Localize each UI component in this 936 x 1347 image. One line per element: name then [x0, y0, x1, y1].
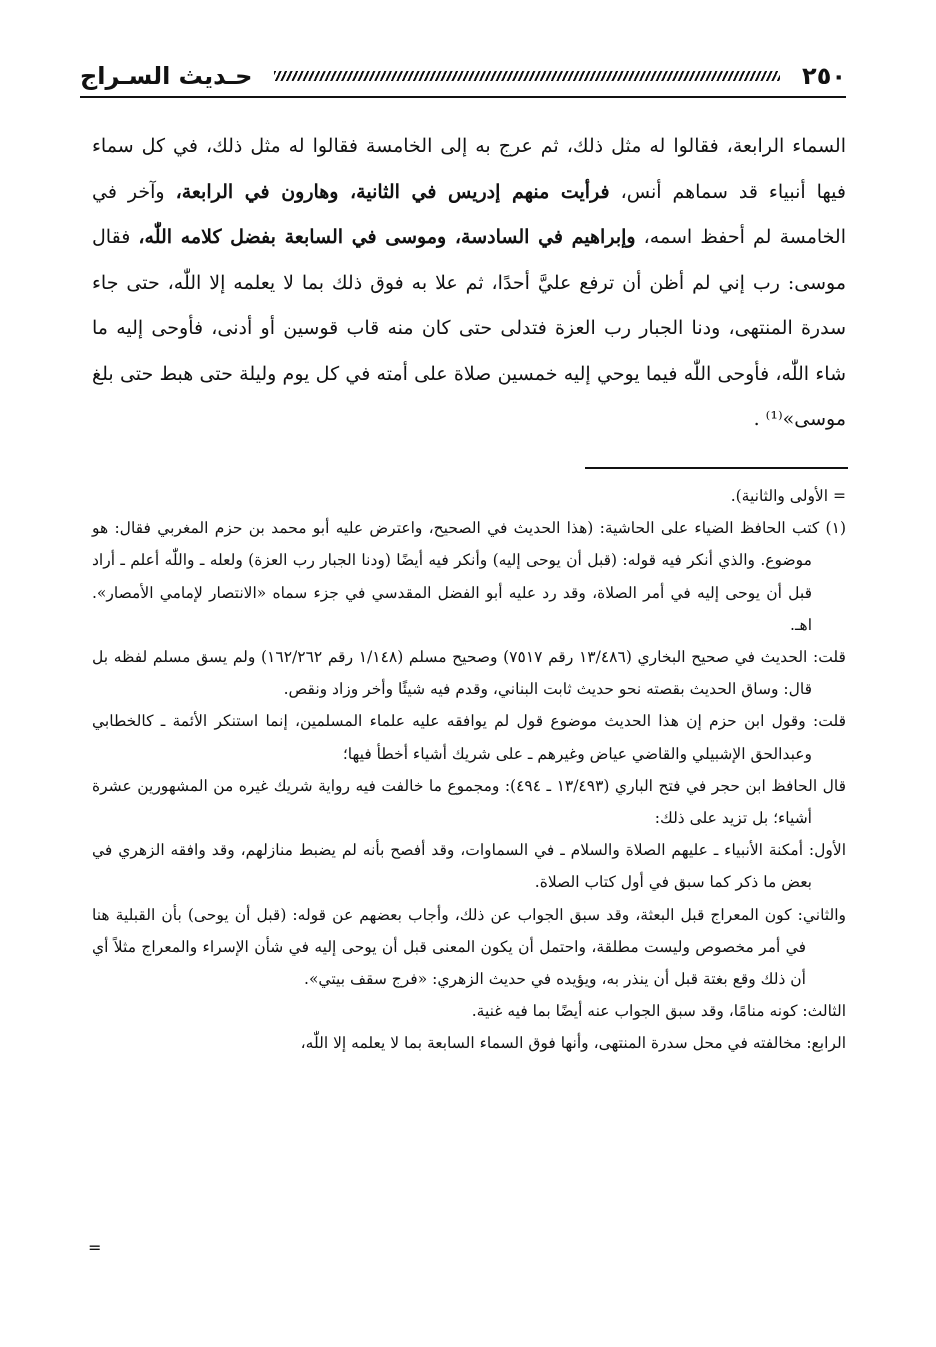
footnote-second: والثاني: كون المعراج قبل البعثة، وقد سبق الجواب عن ذلك، وأجاب بعضهم عن قوله: (قبل أن يوحى) بأن القبلية هنا في أمر مخصوص وليست مطلقة، واحتمل أن يكون المعنى قبل أن يوحى إليه في شأن الإسراء والمعراج مثلاً أي أن ذلك وقع بغتة قبل أن ينذر به، ويؤيده في حديث الزهري: «فرج سقف بيتي».: [92, 905, 846, 989]
footnote-third: الثالث: كونه منامًا، وقد سبق الجواب عنه أيضًا بما فيه غنية.: [471, 1002, 846, 1021]
footnote-qult-1: قلت: الحديث في صحيح البخاري (١٣/٤٨٦ رقم ٧٥١٧) وصحيح مسلم (١/١٤٨ رقم ١٦٢/٢٦٢) ولم يسق مسلم لفظه بل قال: وساق الحديث بقصته نحو حديث ثابت البناني، وقدم فيه شيئًا وأخر وزاد ونقص.: [92, 648, 846, 699]
page-number: ٢٥٠: [802, 62, 846, 90]
footnote-1: (١) كتب الحافظ الضياء على الحاشية: (هذا الحديث في الصحيح، واعترض عليه أبو محمد بن حزم المغربي فقال: هو موضوع. والذي أنكر فيه قوله: (قبل أن يوحى إليه) وأنكر فيه أيضًا (ودنا الجبار رب العزة) ولعله ـ واللّٰه أعلم ـ أراد قبل أن يوحى إليه في أمر الصلاة، وقد رد عليه أبو الفضل المقدسي في جزء سماه «الانتصار لإمامي الأمصار». اهـ.: [92, 519, 846, 634]
footnote-separator: [585, 467, 848, 469]
main-text-segment: السماء الرابعة، فقالوا له مثل ذلك، ثم عرج به إلى الخامسة فقالوا له مثل ذلك، في كل سماء فيها أنبياء قد سماهم أنس،: [92, 135, 846, 203]
footnotes: [92, 480, 846, 1060]
header-underline: [80, 96, 846, 98]
footnote-ibn-hajar: قال الحافظ ابن حجر في فتح الباري (١٣/٤٩٣ ـ ٤٩٤): ومجموع ما خالفت فيه رواية شريك غيره من المشهورين عشرة أشياء؛ بل تزيد على ذلك:: [92, 776, 846, 828]
main-text-segment: وآخر في الخامسة لم أحفظ اسمه،: [92, 180, 847, 248]
continuation-mark: =: [88, 1238, 102, 1257]
main-text: [92, 124, 846, 443]
main-text-bold-segment: وإبراهيم في السادسة، وموسى في السابعة بفضل كلامه اللّٰه،: [138, 226, 636, 248]
footnote-fourth: الرابع: مخالفته في محل سدرة المنتهى، وأنها فوق السماء السابعة بما لا يعلمه إلا اللّٰه،: [300, 1034, 846, 1053]
footnote-qult-2: قلت: وقول ابن حزم إن هذا الحديث موضوع قول لم يوافقه عليه علماء المسلمين، إنما استنكر الأئمة ـ كالخطابي وعبدالحق الإشبيلي والقاضي عياض وغيرهم ـ على شريك أشياء أخطأ فيها؛: [92, 712, 846, 763]
main-text-segment: فقال موسى: رب إني لم أظن أن ترفع عليَّ أحدًا، ثم علا به فوق ذلك بما لا يعلمه إلا اللّٰه، حتى جاء سدرة المنتهى، ودنا الجبار رب العزة فتدلى حتى كان منه قاب قوسين أو أدنى، فأوحى إليه ما شاء اللّٰه، فأوحى اللّٰه فيما يوحي إليه خمسين صلاة على أمته في كل يوم وليلة حتى هبط حتى بلغ موسى»⁽¹⁾ .: [92, 226, 846, 430]
main-text-bold-segment: فرأيت منهم إدريس في الثانية، وهارون في الرابعة،: [175, 180, 610, 203]
running-header: [80, 58, 846, 94]
header-hatched-rule: [274, 71, 780, 81]
main-paragraph: [92, 124, 846, 443]
footnote-first: الأول: أمكنة الأنبياء ـ عليهم الصلاة والسلام ـ في السماوات، وقد أفصح بأنه لم يضبط منازلهم، وقد وافقه الزهري في بعض ما ذكر كما سبق في أول كتاب الصلاة.: [92, 841, 846, 892]
footnote-continued: = الأولى والثانية).: [730, 487, 846, 505]
running-title: حـديث السـراج: [80, 62, 253, 90]
